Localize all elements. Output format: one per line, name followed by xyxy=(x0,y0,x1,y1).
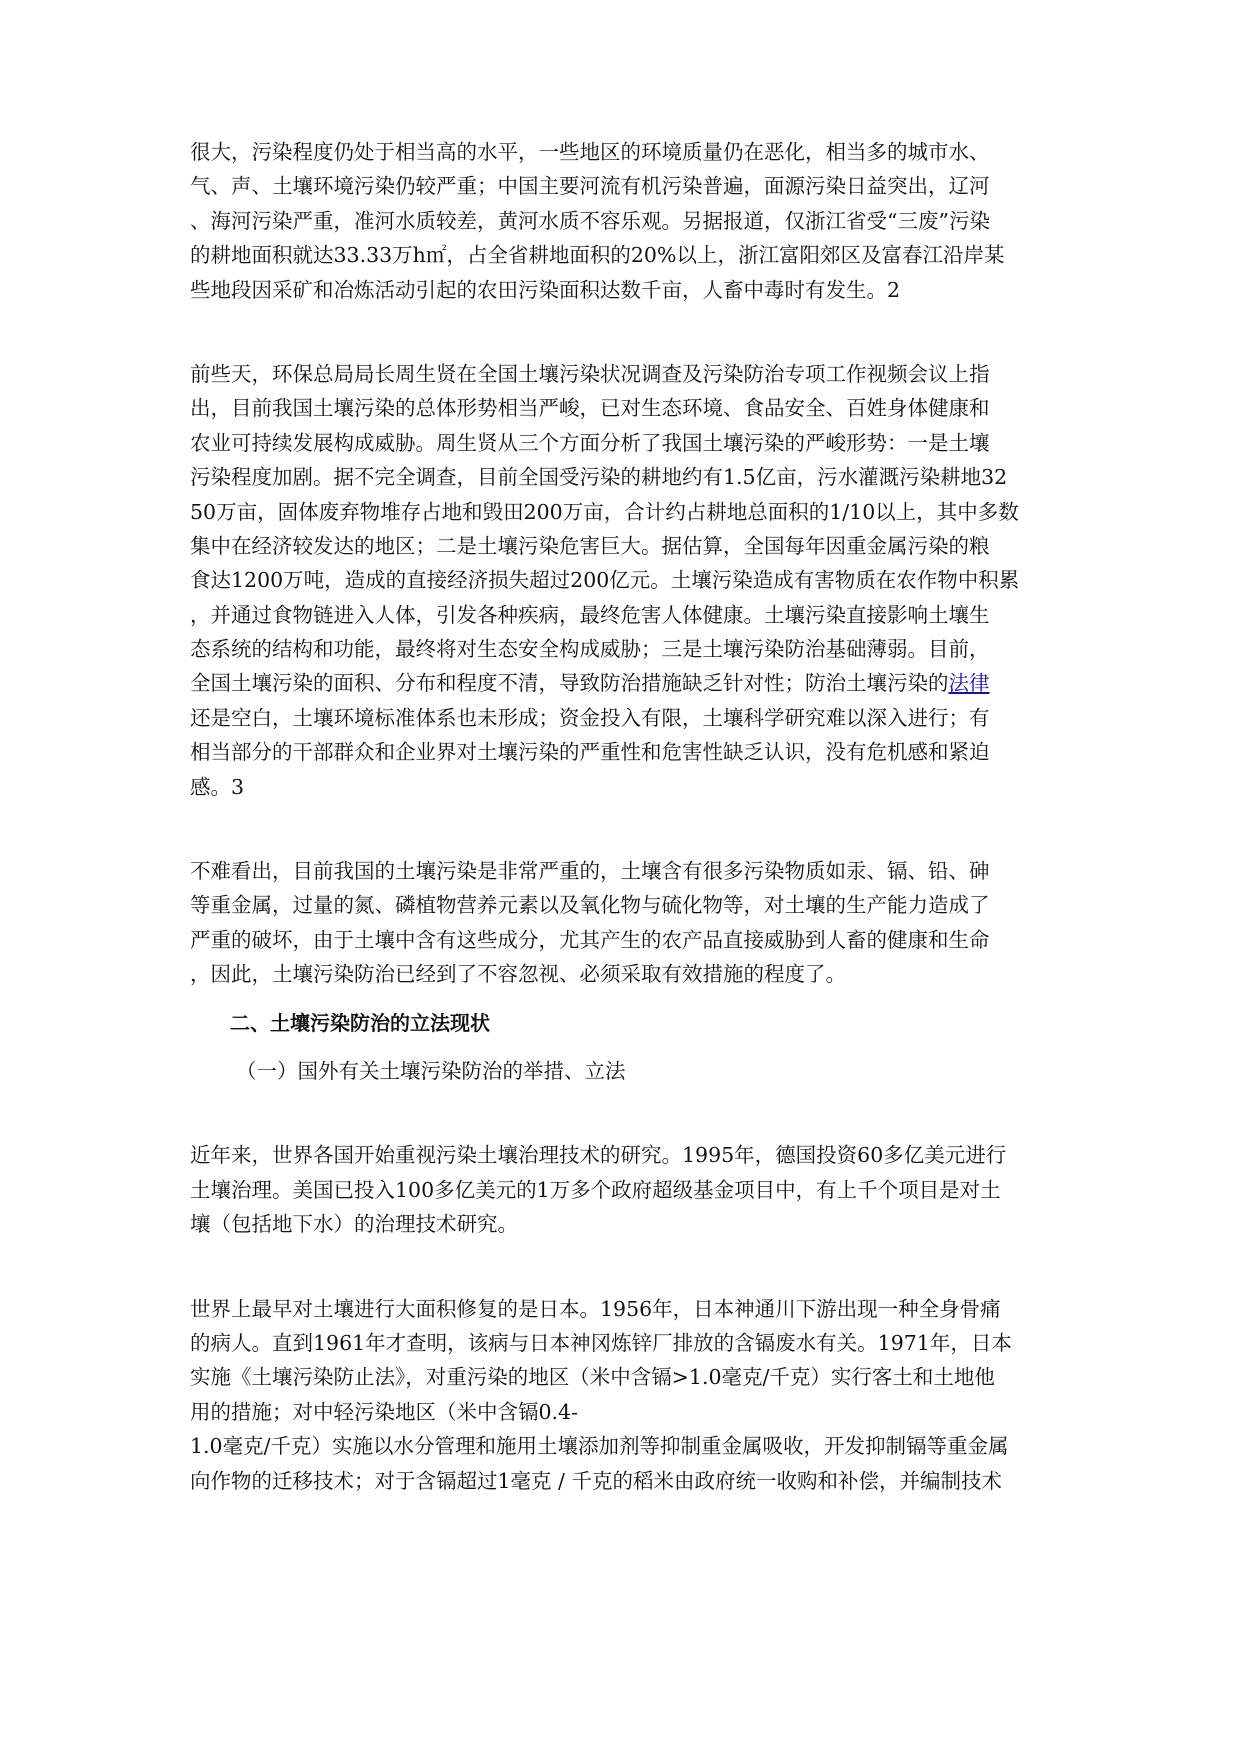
text-line: 前些天，环保总局局长周生贤在全国土壤污染状况调查及污染防治专项工作视频会议上指 xyxy=(190,361,990,386)
text-line: 、海河污染严重，准河水质较差，黄河水质不容乐观。另据报道，仅浙江省受“三废”污染 xyxy=(190,208,990,233)
text-line: 些地段因采矿和冶炼活动引起的农田污染面积达数千亩，人畜中毒时有发生。2 xyxy=(190,277,901,302)
text-line: 气、声、土壤环境污染仍较严重；中国主要河流有机污染普遍，面源污染日益突出，辽河 xyxy=(190,174,990,199)
text-line: ，并通过食物链进入人体，引发各种疾病，最终危害人体健康。土壤污染直接影响土壤生 xyxy=(190,602,990,627)
paragraph-zhou-shengxian xyxy=(190,357,1070,804)
paragraph-world-measures xyxy=(190,1138,1070,1241)
text-line: 用的措施；对中轻污染地区（米中含镉0.4- xyxy=(190,1399,579,1424)
text-line: 向作物的迁移技术；对于含镉超过1毫克 / 千克的稻米由政府统一收购和补偿，并编制技术 xyxy=(190,1468,1002,1493)
text-line: 相当部分的干部群众和企业界对土壤污染的严重性和危害性缺乏认识，没有危机感和紧迫 xyxy=(190,740,990,765)
text-line: ，因此，土壤污染防治已经到了不容忽视、必须采取有效措施的程度了。 xyxy=(190,962,846,987)
text-line: 实施《土壤污染防止法》，对重污染的地区（米中含镉>1.0毫克/千克）实行客土和土地他 xyxy=(190,1365,995,1390)
text-line: 50万亩，固体废弃物堆存占地和毁田200万亩，合计约占耕地总面积的1/10以上，其中多数 xyxy=(190,499,1019,524)
law-link[interactable]: 法律 xyxy=(948,671,990,696)
text-line: 出，目前我国土壤污染的总体形势相当严峻，已对生态环境、食品安全、百姓身体健康和 xyxy=(190,396,990,421)
text-line: 严重的破坏，由于土壤中含有这些成分，尤其产生的农产品直接威胁到人畜的健康和生命 xyxy=(190,927,990,952)
text-line: 的耕地面积就达33.33万h㎡，占全省耕地面积的20%以上，浙江富阳郊区及富春江沿岸某 xyxy=(190,243,1005,268)
text-line: 还是空白，土壤环境标准体系也未形成；资金投入有限，土壤科学研究难以深入进行；有 xyxy=(190,705,990,730)
text-line: 世界上最早对土壤进行大面积修复的是日本。1956年，日本神通川下游出现一种全身骨痛 xyxy=(190,1296,1001,1321)
text-line: 壤（包括地下水）的治理技术研究。 xyxy=(190,1212,518,1237)
text-line: 的病人。直到1961年才查明，该病与日本神冈炼锌厂排放的含镉废水有关。1971年，日本 xyxy=(190,1330,1012,1355)
document-page xyxy=(190,135,1070,1498)
text-line: 不难看出，目前我国的土壤污染是非常严重的，土壤含有很多污染物质如汞、镉、铅、砷 xyxy=(190,859,990,884)
text-line: 感。3 xyxy=(190,774,245,799)
text-line: 集中在经济较发达的地区；二是土壤污染危害巨大。据估算，全国每年因重金属污染的粮 xyxy=(190,533,990,558)
paragraph-japan xyxy=(190,1292,1070,1498)
text-line: 等重金属，过量的氮、磷植物营养元素以及氧化物与硫化物等，对土壤的生产能力造成了 xyxy=(190,893,990,918)
text-line: 近年来，世界各国开始重视污染土壤治理技术的研究。1995年，德国投资60多亿美元进行 xyxy=(190,1143,1007,1168)
text-line-with-link xyxy=(190,666,1070,700)
text-line: 土壤治理。美国已投入100多亿美元的1万多个政府超级基金项目中，有上千个项目是对土 xyxy=(190,1177,1001,1202)
text-line: 很大，污染程度仍处于相当高的水平，一些地区的环境质量仍在恶化，相当多的城市水、 xyxy=(190,140,990,164)
text-line: 污染程度加剧。据不完全调查，目前全国受污染的耕地约有1.5亿亩，污水灌溉污染耕地32 xyxy=(190,465,1008,490)
subsection-heading: （一）国外有关土壤污染防治的举措、立法 xyxy=(236,1058,626,1083)
text-line: 农业可持续发展构成威胁。周生贤从三个方面分析了我国土壤污染的严峻形势：一是土壤 xyxy=(190,430,990,455)
text-line: 食达1200万吨，造成的直接经济损失超过200亿元。土壤污染造成有害物质在农作物中积累 xyxy=(190,568,1020,593)
text-segment: 全国土壤污染的面积、分布和程度不清，导致防治措施缺乏针对性；防治土壤污染的 xyxy=(190,671,949,696)
text-line: 态系统的结构和功能，最终将对生态安全构成威胁；三是土壤污染防治基础薄弱。目前， xyxy=(190,637,990,662)
paragraph-pollution-severity xyxy=(190,135,1070,307)
text-line: 1.0毫克/千克）实施以水分管理和施用土壤添加剂等抑制重金属吸收，开发抑制镉等重金属 xyxy=(190,1434,1009,1459)
section-heading: 二、土壤污染防治的立法现状 xyxy=(230,1010,490,1035)
paragraph-conclusion xyxy=(190,854,1070,992)
